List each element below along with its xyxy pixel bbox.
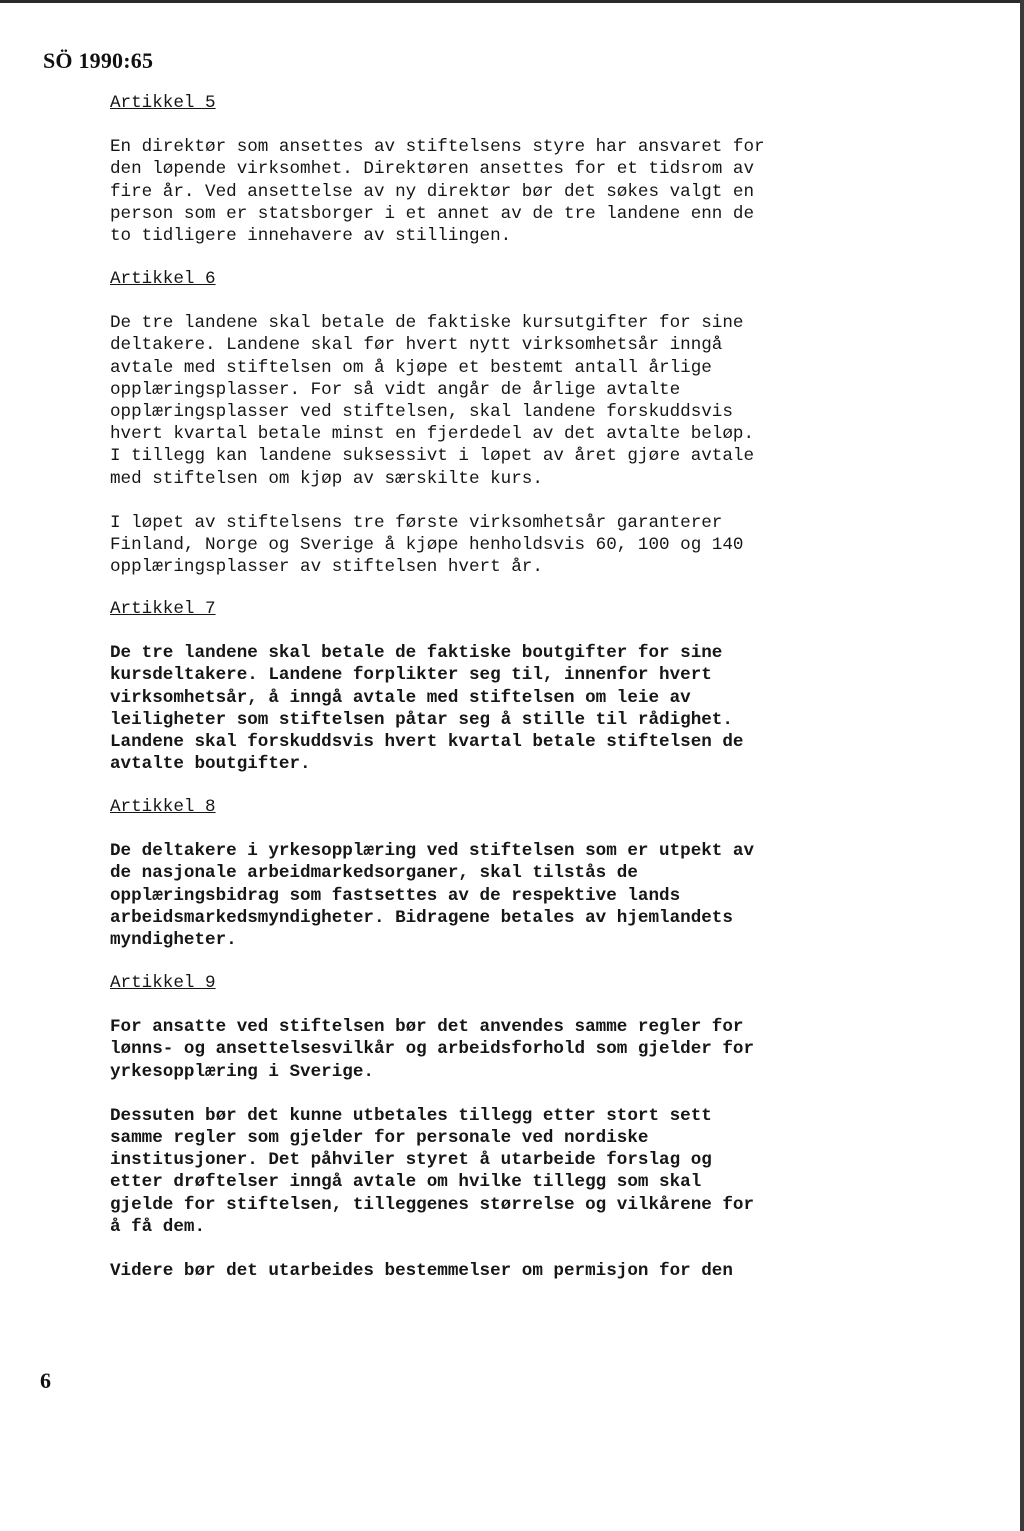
scan-top-edge [0, 0, 1024, 3]
text-line: samme regler som gjelder for personale ved nordiske [110, 1128, 649, 1149]
text-line: I tillegg kan landene suksessivt i løpet av året gjøre avtale [110, 446, 755, 467]
text-line: fire år. Ved ansettelse av ny direktør bør det søkes valgt en [110, 181, 755, 202]
text-line: Finland, Norge og Sverige å kjøpe henholdsvis 60, 100 og 140 [110, 535, 744, 556]
paragraph [110, 1260, 754, 1282]
text-line: institusjoner. Det påhviler styret å utarbeide forslag og [110, 1150, 712, 1171]
article-8 [110, 796, 754, 951]
text-line: De tre landene skal betale de faktiske boutgifter for sine [110, 643, 723, 664]
text-line: avtale med stiftelsen om å kjøpe et bestemt antall årlige [110, 357, 712, 378]
text-line: kursdeltakere. Landene forplikter seg til, innenfor hvert [110, 665, 712, 686]
text-line: Videre bør det utarbeides bestemmelser om permisjon for den [110, 1261, 733, 1282]
paragraph [110, 512, 754, 579]
text-line: den løpende virksomhet. Direktøren ansettes for et tidsrom av [110, 159, 755, 180]
text-line: Dessuten bør det kunne utbetales tillegg etter stort sett [110, 1105, 712, 1126]
text-line: De tre landene skal betale de faktiske kursutgifter for sine [110, 313, 744, 334]
text-line: I løpet av stiftelsens tre første virksomhetsår garanterer [110, 512, 723, 533]
text-line: to tidligere innehavere av stillingen. [110, 226, 512, 247]
text-line: å få dem. [110, 1216, 206, 1237]
article-9 [110, 972, 754, 1282]
paragraph [110, 312, 754, 490]
scan-right-edge [1020, 0, 1024, 1531]
text-line: gjelde for stiftelsen, tilleggenes størrelse og vilkårene for [110, 1194, 755, 1215]
article-heading: Artikkel 7 [110, 599, 216, 619]
text-line: opplæringsplasser av stiftelsen hvert år. [110, 557, 543, 578]
text-line: lønns- og ansettelsesvilkår og arbeidsforhold som gjelder for [110, 1039, 755, 1060]
text-line: For ansatte ved stiftelsen bør det anvendes samme regler for [110, 1017, 744, 1038]
paragraph [110, 1105, 754, 1238]
article-heading: Artikkel 8 [110, 797, 216, 817]
text-line: deltakere. Landene skal før hvert nytt virksomhetsår inngå [110, 335, 723, 356]
text-line: hvert kvartal betale minst en fjerdedel av det avtalte beløp. [110, 424, 755, 445]
text-line: avtalte boutgifter. [110, 754, 311, 775]
text-line: De deltakere i yrkesopplæring ved stiftelsen som er utpekt av [110, 841, 755, 862]
text-line: Landene skal forskuddsvis hvert kvartal betale stiftelsen de [110, 732, 744, 753]
text-line: de nasjonale arbeidmarkedsorganer, skal tilstås de [110, 863, 638, 884]
text-line: myndigheter. [110, 930, 237, 951]
text-line: etter drøftelser inngå avtale om hvilke tillegg som skal [110, 1172, 702, 1193]
paragraph [110, 642, 743, 775]
paragraph [110, 1016, 754, 1083]
text-line: opplæringsplasser ved stiftelsen, skal landene forskuddsvis [110, 402, 733, 423]
article-heading: Artikkel 9 [110, 973, 216, 993]
article-heading: Artikkel 5 [110, 93, 216, 113]
paragraph [110, 840, 754, 951]
text-line: yrkesopplæring i Sverige. [110, 1061, 374, 1082]
text-line: person som er statsborger i et annet av de tre landene enn de [110, 203, 755, 224]
article-5 [110, 92, 765, 247]
text-line: med stiftelsen om kjøp av særskilte kurs. [110, 468, 543, 489]
page-number: 6 [40, 1368, 51, 1393]
article-6 [110, 268, 754, 578]
text-line: leiligheter som stiftelsen påtar seg å stille til rådighet. [110, 709, 733, 730]
text-line: opplæringsplasser. For så vidt angår de årlige avtalte [110, 379, 681, 400]
article-heading: Artikkel 6 [110, 269, 216, 289]
series-header: SÖ 1990:65 [43, 48, 154, 73]
article-7 [110, 598, 743, 775]
text-line: opplæringsbidrag som fastsettes av de respektive lands [110, 885, 681, 906]
text-line: virksomhetsår, å inngå avtale med stiftelsen om leie av [110, 687, 691, 708]
paragraph [110, 136, 765, 247]
text-line: En direktør som ansettes av stiftelsens styre har ansvaret for [110, 137, 765, 158]
text-line: arbeidsmarkedsmyndigheter. Bidragene betales av hjemlandets [110, 907, 733, 928]
